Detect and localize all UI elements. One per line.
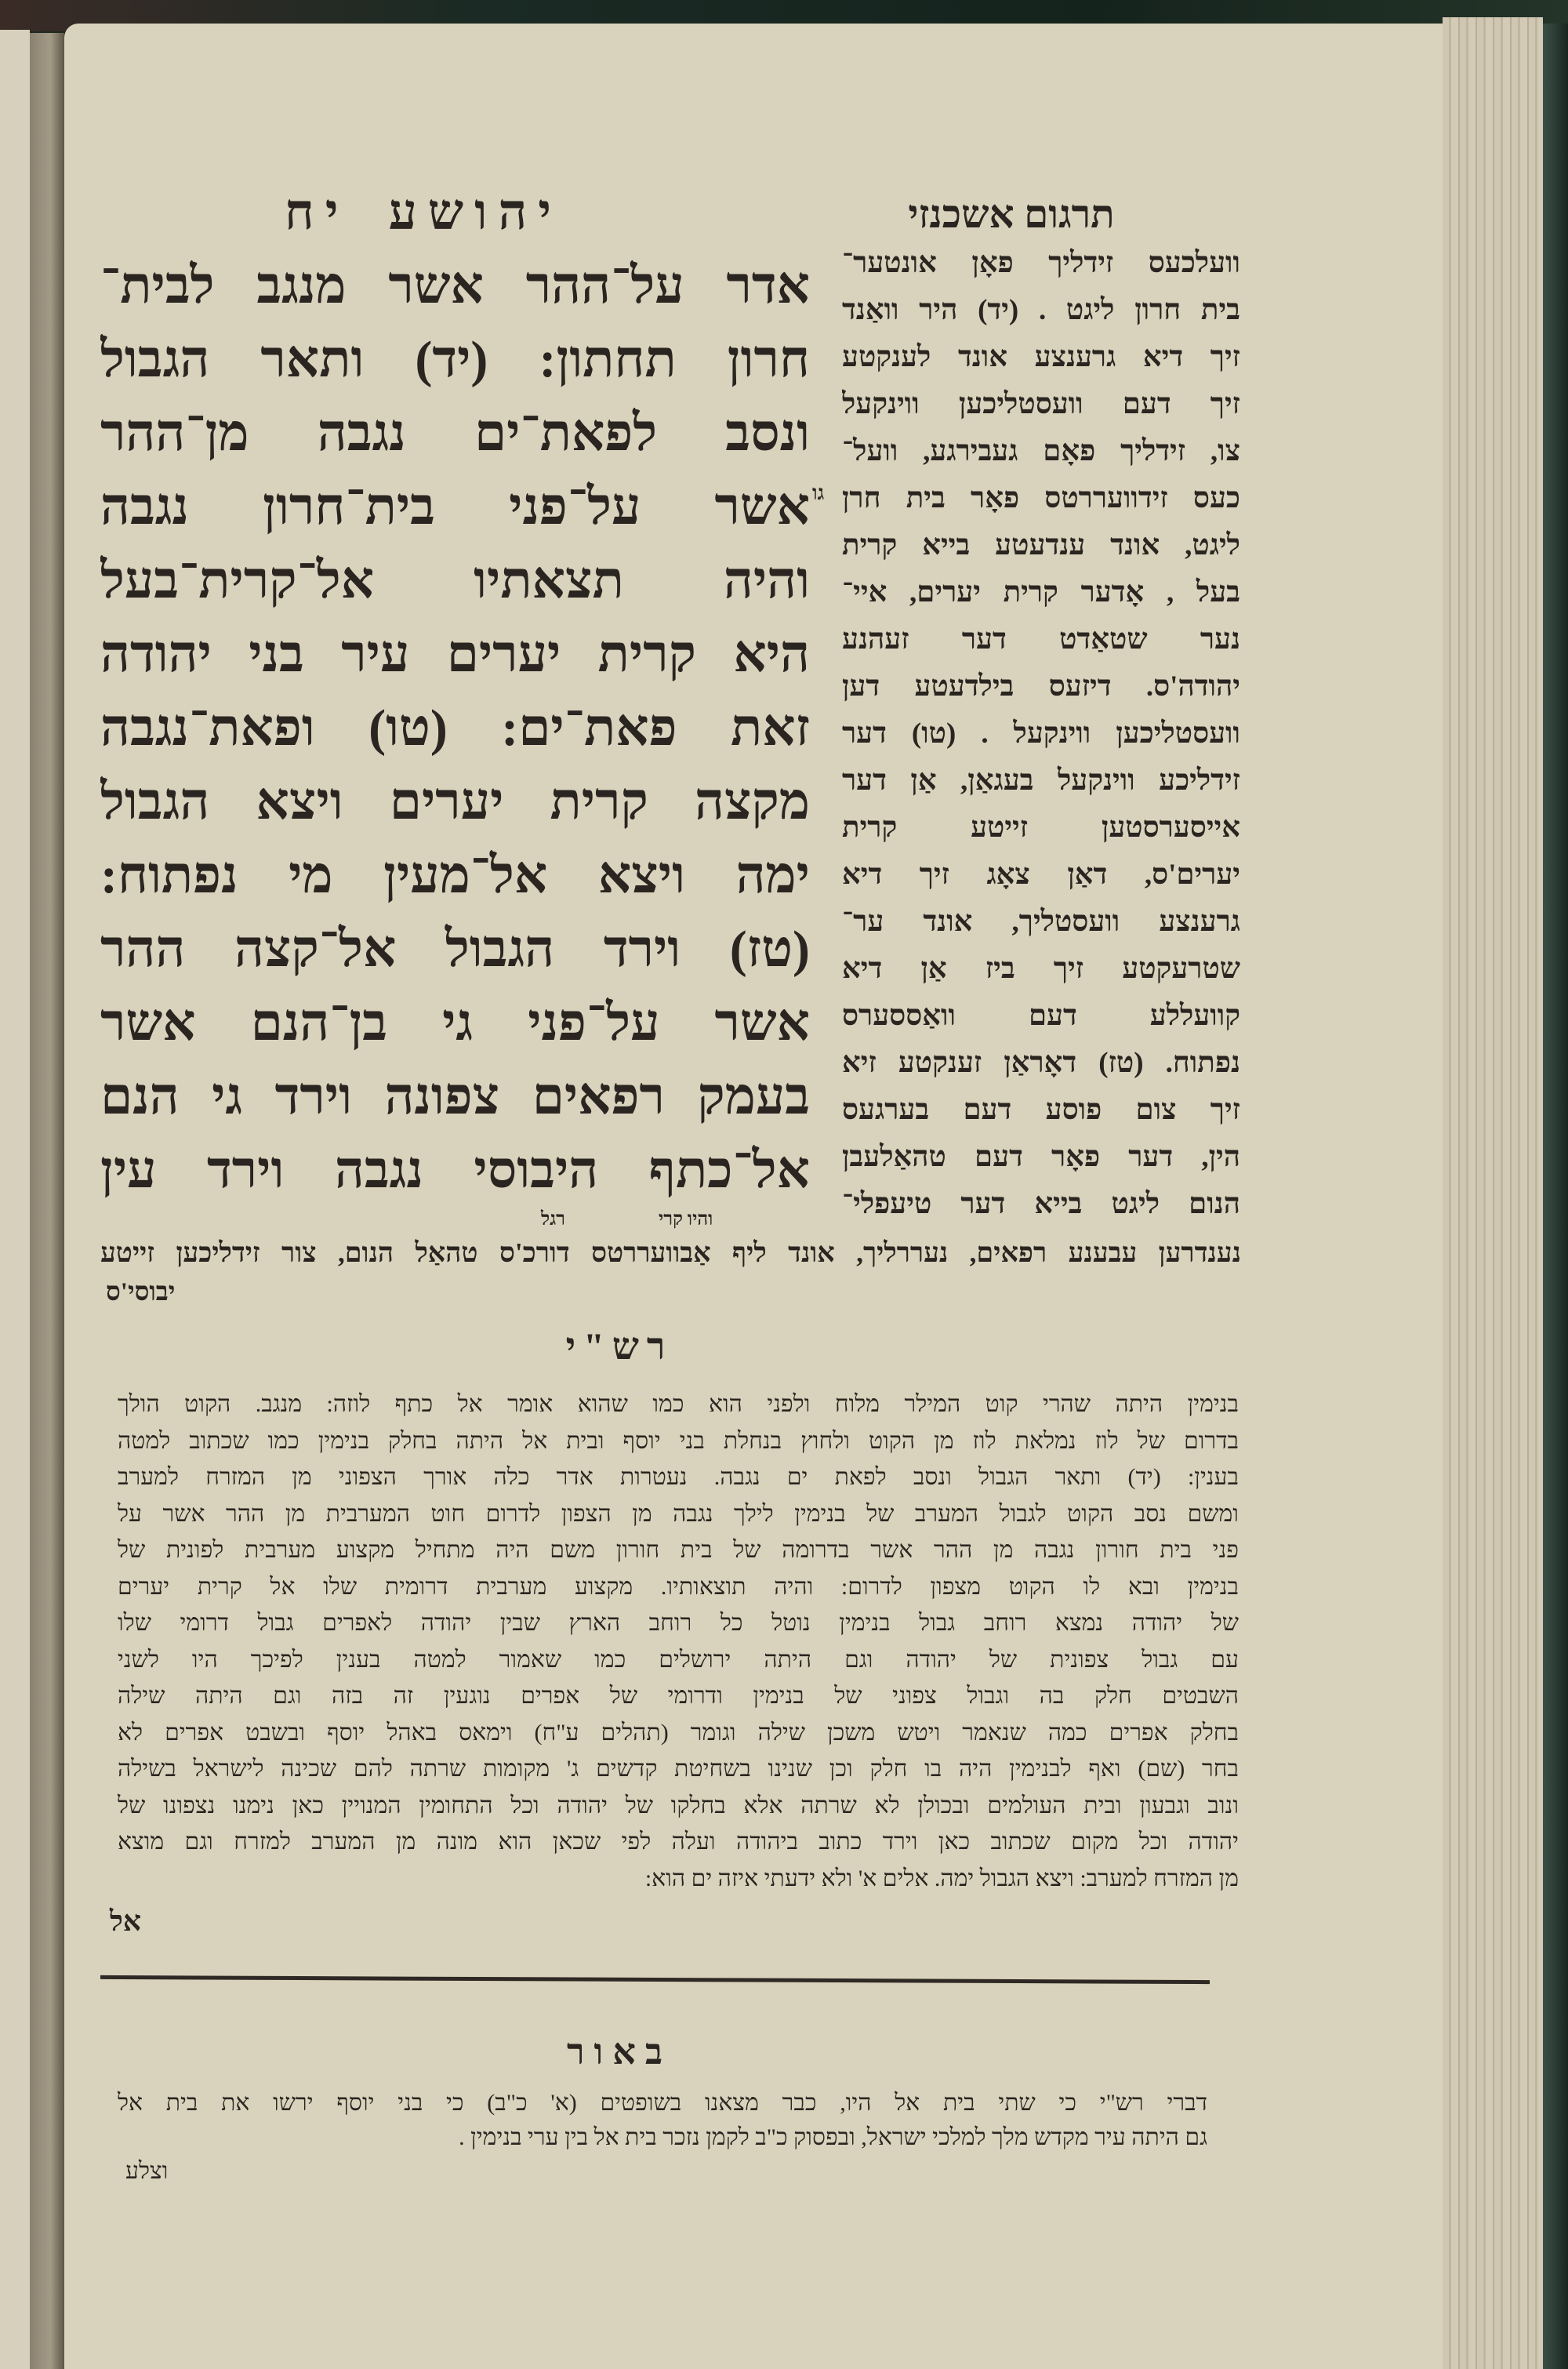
text-line: נער שטאַדט דער זעהנע: [842, 623, 1240, 656]
text-line: צו, זידליך פאָם געבירגע, וועל־: [842, 435, 1240, 467]
text-line: אשר על־פני גי בן־הנם אשר: [100, 994, 810, 1052]
text-line: נפתוח. (טז) דאָראַן זענקטע זיא: [842, 1047, 1240, 1079]
rashi-header: רש"י: [565, 1326, 673, 1368]
text-line: זיך דעם וועסטליכען ווינקעל: [842, 388, 1240, 420]
text-line: היא קרית יערים עיר בני יהודה: [100, 626, 810, 683]
text-line: גם היתה עיר מקדש מלך למלכי ישראל, ובפסוק כ"ב לקמן נזכר בית אל בין ערי בנימין .: [459, 2124, 1207, 2150]
main-text-column: [100, 249, 810, 1208]
text-line: מן המזרח למערב: ויצא הגבול ימה. אלים א' ולא ידעתי איזה ים הוא:: [644, 1865, 1239, 1891]
text-line: קוועללע דעם וואַססערס: [842, 1000, 1240, 1032]
text-line: מקצה קרית יערים ויצא הגבול: [100, 773, 810, 830]
catchword: אל: [110, 1906, 141, 1937]
text-line: יהודה'ס. דיזעס בילדעטע דען: [842, 670, 1240, 703]
text-line: וועלכעס זידליך פאָן אונטער־: [842, 247, 1240, 279]
previous-page-edge: [0, 30, 30, 2369]
text-line: השבטים חלק בה וגבול צפוני של בנימין ודרומי של אפרים נוגעין זה בזה וגם היתה שילה: [118, 1683, 1239, 1709]
text-line: (טז) וירד הגבול אל־קצה ההר: [100, 921, 810, 978]
text-line: דברי רש"י כי שתי בית אל היו, כבר מצאנו בשופטים (א' כ"ב) כי בני יוסף ירשו את בית אל: [118, 2090, 1207, 2116]
text-line: פני בית חורון נגבה מן ההר אשר בדרומה של בית חורון משם היה מתחיל מקצוע מערבית לפונית של: [118, 1537, 1239, 1563]
text-line: זידליכע ווינקעל בעגאַן, אַן דער: [842, 765, 1240, 797]
text-line: חרון תחתון: (יד) ותאר הגבול: [100, 331, 810, 388]
text-line: אל־כתף היבוסי נגבה וירד עין: [100, 1142, 810, 1199]
text-line: כעס זידוועררטס פאָר בית חרן: [842, 482, 1240, 514]
text-line: ונסב לפאת־ים נגבה מן־ההר: [100, 405, 810, 462]
targum-continuation-end: יבוסי'ס: [106, 1278, 176, 1306]
text-line: ימה ויצא אל־מעין מי נפתוח:: [100, 847, 810, 904]
targum-header: תרגום אשכנזי: [908, 192, 1115, 236]
text-line: בדרום של לוז נמלאת לוז מן הקוט ולחוץ בנחלת בני יוסף ובית אל היתה בחלק בנימין כמו שכתוב למטה: [118, 1427, 1239, 1454]
page-edges: [1443, 17, 1543, 2369]
text-line: בנימין ובא לו הקוט מצפון לדרום: והיה תוצאותיו. מקצוע מערבית דרומית שלו אל קרית יערים: [118, 1573, 1239, 1600]
text-line: יערים'ס, דאַן צאָג זיך דיא: [842, 859, 1240, 891]
biur-commentary: [118, 2086, 1207, 2155]
biur-last-word: וצלע: [125, 2158, 169, 2184]
text-line: שטרעקטע זיך ביז אַן דיא: [842, 953, 1240, 985]
text-line: ליגט, אונד ענדעטע בייא קרית: [842, 529, 1240, 561]
text-line: זיך דיא גרענצע אונד לענקטע: [842, 341, 1240, 373]
kri-note: והיו קרי: [659, 1209, 713, 1230]
text-line: הין, דער פאָר דעם טהאַלעבן: [842, 1141, 1240, 1173]
rashi-commentary: [118, 1386, 1239, 1897]
book-gutter: [30, 33, 64, 2369]
text-line: וועסטליכען ווינקעל . (טו) דער: [842, 718, 1240, 750]
targum-continuation: נענדרען עבענע רפאים, נעררליך, אונד ליף אַבוועררטס דורכ'ס טהאַל הנום, צור זידליכען זייטע: [100, 1237, 1241, 1268]
text-line: הנום ליגט בייא דער טיעפלי־: [842, 1188, 1240, 1220]
text-line: בית חרון ליגט . (יד) היר וואַנד: [842, 294, 1240, 326]
text-line: זיך צום פוסע דעם בערגעס: [842, 1094, 1240, 1126]
text-line: בחלק אפרים כמה שנאמר ויטש משכן שילה וגומר (תהלים ע"ח) וימאס באהל יוסף ובשבט אפרים לא: [118, 1719, 1239, 1746]
text-line: והיה תצאתיו אל־קרית־בעל: [100, 552, 810, 609]
text-line: בעל , אָדער קרית יערים, איי־: [842, 576, 1240, 609]
targum-column: [842, 240, 1240, 1228]
regel-note: רגל: [541, 1209, 565, 1230]
text-line: בעמק רפאים צפונה וירד גי הנם: [100, 1068, 810, 1125]
margin-note: גו: [812, 481, 825, 504]
biur-header: באור: [566, 2032, 673, 2072]
text-line: עם גבול צפונית של יהודה וגם היתה ירושלים כמו שאמור למטה בענין לפיכך היו לשני: [118, 1646, 1239, 1673]
text-line: בענין: (יד) ותאר הגבול ונסב לפאת ים נגבה. נעטרות אדר כלה אורך הצפוני מן המזרח למערב: [118, 1464, 1239, 1490]
text-line: ונוב וגבעון ובית העולמים ובכולן לא שרתה אלא בחלקו של יהודה וכל התחומין המנויין כאן נימנו נצפונו של: [118, 1792, 1239, 1819]
text-line: ומשם נסב הקוט לגבול המערב של בנימין לילך נגבה מן הצפון לדרום חוט המערבית מן ההר אשר על: [118, 1500, 1239, 1527]
main-text-header: יהושע יח: [284, 184, 563, 240]
text-line: אדר על־ההר אשר מנגב לבית־: [100, 257, 810, 314]
text-line: זאת פאת־ים: (טו) ופאת־נגבה: [100, 699, 810, 757]
text-line: אייסערסטען זייטע קרית: [842, 812, 1240, 844]
text-line: גרענצע וועסטליך, אונד ער־: [842, 906, 1240, 938]
text-line: יהודה וכל מקום שכתוב כאן וירד כתוב ביהודה ועלה לפי שכאן הוא מונה מן המערב למזרח וגם מוצא: [118, 1829, 1239, 1855]
text-line: של יהודה נמצא רוחב גבול בנימין נוטל כל רוחב הארץ שבין יהודה לאפרים גבול דרומי שלו: [118, 1610, 1239, 1636]
text-line: אשר על־פני בית־חרון נגבה: [100, 478, 810, 536]
book-cover-right: [1543, 24, 1568, 2369]
text-line: בחר (שם) ואף לבנימין היה בו חלק וכן שנינו בשחיטת קדשים ג' מקומות שרתה להם שכינה לישראל בשילה: [118, 1756, 1239, 1782]
text-line: בנימין היתה שהרי קוט המילר מלוח ולפני הוא כמו שהוא אומר אל כתף לוזה: מנגב. הקוט הולך: [118, 1391, 1239, 1417]
